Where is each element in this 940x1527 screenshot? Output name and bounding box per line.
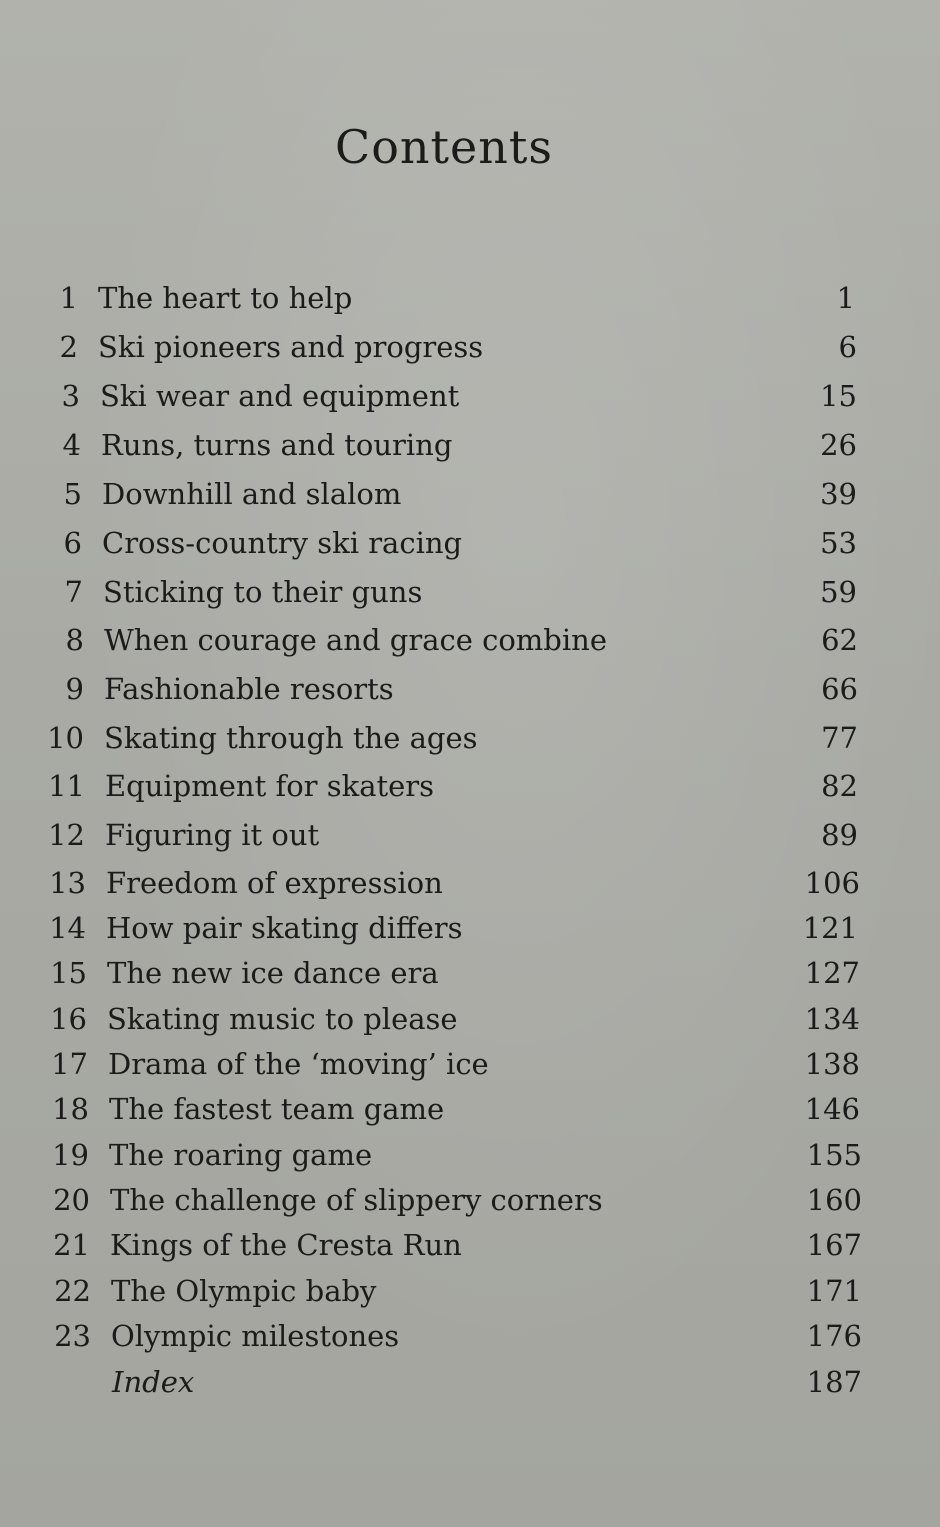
index-title: Index xyxy=(112,1365,195,1399)
toc-entry xyxy=(11,1133,862,1177)
chapter-number: 16 xyxy=(50,1002,87,1036)
chapter-number: 19 xyxy=(52,1138,89,1172)
chapter-number: 23 xyxy=(54,1319,91,1353)
chapter-title: Freedom of expression xyxy=(106,866,443,900)
page-number: 26 xyxy=(820,428,857,462)
chapter-number: 17 xyxy=(51,1047,88,1081)
page-number: 134 xyxy=(804,1002,860,1036)
chapter-number: 5 xyxy=(63,477,82,511)
toc-entry xyxy=(3,423,857,467)
chapter-number: 1 xyxy=(59,281,78,315)
page-number: 6 xyxy=(838,330,857,364)
toc-entry xyxy=(12,1223,862,1267)
chapter-number: 7 xyxy=(64,575,83,609)
chapter-title: Downhill and slalom xyxy=(102,477,402,511)
page-number: 1 xyxy=(836,281,855,315)
chapter-title: Kings of the Cresta Run xyxy=(110,1228,462,1262)
chapter-title: The challenge of slippery corners xyxy=(110,1183,603,1217)
chapter-title: Sticking to their guns xyxy=(103,575,423,609)
chapter-number: 9 xyxy=(65,672,84,706)
toc-entry xyxy=(2,374,857,418)
toc-entry xyxy=(10,1042,860,1086)
chapter-number: 15 xyxy=(50,956,87,990)
chapter-title: Ski pioneers and progress xyxy=(98,330,484,364)
page-number: 167 xyxy=(806,1228,862,1262)
toc-entry xyxy=(6,667,858,711)
page-number: 59 xyxy=(820,575,857,609)
chapter-title: When courage and grace combine xyxy=(104,623,607,657)
chapter-number: 14 xyxy=(49,911,86,945)
chapter-number: 13 xyxy=(49,866,86,900)
page-number: 53 xyxy=(820,526,857,560)
toc-entry xyxy=(13,1269,862,1313)
chapter-number: 20 xyxy=(53,1183,90,1217)
chapter-title: The Olympic baby xyxy=(111,1274,377,1308)
toc-entry xyxy=(9,951,860,995)
chapter-title: Skating through the ages xyxy=(104,721,478,755)
chapter-title: Skating music to please xyxy=(107,1002,458,1036)
toc-entry xyxy=(6,716,858,760)
chapter-title: Equipment for skaters xyxy=(105,769,435,803)
chapter-number: 8 xyxy=(65,623,84,657)
toc-entry xyxy=(9,997,860,1041)
chapter-title: Fashionable resorts xyxy=(104,672,394,706)
page-number: 15 xyxy=(820,379,857,413)
page-number: 121 xyxy=(802,911,858,945)
page-number: 66 xyxy=(821,672,858,706)
toc-entry xyxy=(4,472,857,516)
chapter-number: 11 xyxy=(48,769,85,803)
chapter-number: 10 xyxy=(47,721,84,755)
toc-entry xyxy=(8,861,860,905)
toc-entry xyxy=(7,813,858,857)
page-number: 127 xyxy=(804,956,860,990)
chapter-number: 6 xyxy=(63,526,82,560)
toc-entry xyxy=(6,618,858,662)
chapter-title: Runs, turns and touring xyxy=(101,428,453,462)
toc-entry xyxy=(13,1314,862,1358)
chapter-number: 18 xyxy=(52,1092,89,1126)
page-number: 176 xyxy=(806,1319,862,1353)
chapter-title: Drama of the ‘moving’ ice xyxy=(108,1047,489,1081)
page-number: 39 xyxy=(820,477,857,511)
toc-entry xyxy=(14,1360,862,1404)
chapter-title: Olympic milestones xyxy=(111,1319,400,1353)
page-number: 77 xyxy=(821,721,858,755)
page-number: 187 xyxy=(806,1365,862,1399)
page-number: 106 xyxy=(804,866,860,900)
chapter-number: 12 xyxy=(48,818,85,852)
page-number: 171 xyxy=(806,1274,862,1308)
toc-entry xyxy=(12,1178,862,1222)
chapter-title: Ski wear and equipment xyxy=(100,379,460,413)
chapter-title: The heart to help xyxy=(98,281,353,315)
chapter-number: 2 xyxy=(59,330,78,364)
page-number: 138 xyxy=(804,1047,860,1081)
toc-entry xyxy=(7,764,858,808)
page-number: 89 xyxy=(821,818,858,852)
chapter-title: The roaring game xyxy=(109,1138,373,1172)
toc-entry xyxy=(0,276,855,320)
page-number: 160 xyxy=(806,1183,862,1217)
chapter-number: 22 xyxy=(54,1274,91,1308)
page-number: 62 xyxy=(821,623,858,657)
chapter-number: 21 xyxy=(53,1228,90,1262)
chapter-number: 4 xyxy=(62,428,81,462)
chapter-title: The fastest team game xyxy=(109,1092,445,1126)
toc-entry xyxy=(0,325,857,369)
toc-entry xyxy=(8,906,858,950)
chapter-number: 3 xyxy=(61,379,80,413)
page-number: 155 xyxy=(806,1138,862,1172)
chapter-title: Cross-country ski racing xyxy=(102,526,463,560)
toc-entry xyxy=(11,1087,860,1131)
page-number: 146 xyxy=(804,1092,860,1126)
toc-entry xyxy=(4,521,857,565)
page-title: Contents xyxy=(335,120,553,174)
chapter-title: Figuring it out xyxy=(105,818,320,852)
chapter-title: The new ice dance era xyxy=(107,956,439,990)
toc-entry xyxy=(5,570,857,614)
chapter-title: How pair skating differs xyxy=(106,911,463,945)
page-number: 82 xyxy=(821,769,858,803)
